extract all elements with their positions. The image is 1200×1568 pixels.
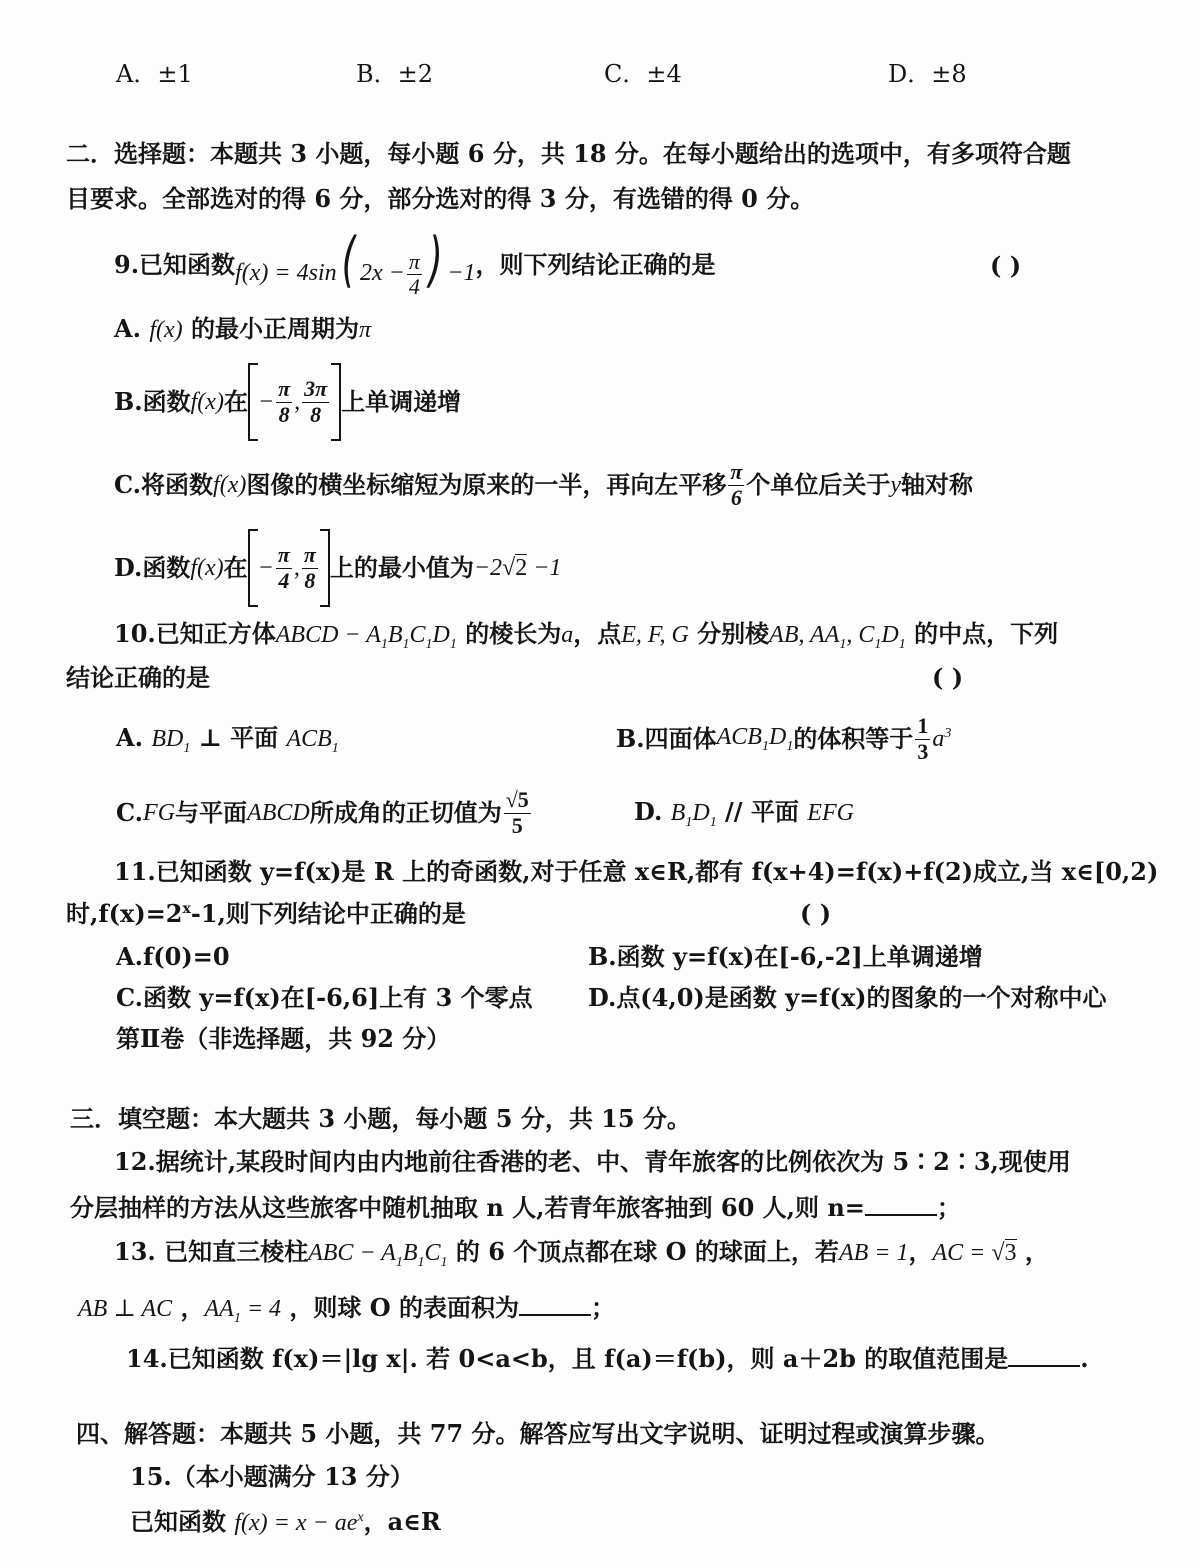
q8-option-c: C．±4 bbox=[604, 60, 682, 88]
section2-header-line1: 二．选择题：本题共 3 小题，每小题 6 分，共 18 分。在每小题给出的选项中，有多项符合题 bbox=[66, 139, 1071, 168]
q8-option-b: B．±2 bbox=[356, 60, 434, 88]
q9-suffix: ，则下列结论正确的是 bbox=[475, 249, 716, 279]
q13-answer-blank[interactable] bbox=[519, 1292, 591, 1316]
q12-line2: 分层抽样的方法从这些旅客中随机抽取 n 人,若青年旅客抽到 60 人,则 n= ； bbox=[70, 1193, 961, 1222]
q11-option-d: D.点(4,0)是函数 y=f(x)的图象的一个对称中心 bbox=[588, 983, 1107, 1012]
q11-option-b: B.函数 y=f(x)在[-6,-2]上单调递增 bbox=[588, 942, 983, 971]
q11-option-a: A.f(0)=0 bbox=[116, 942, 230, 971]
q9-stem bbox=[114, 225, 716, 300]
q11-answer-paren: ( ) bbox=[800, 899, 832, 928]
q14-line: 14.已知函数 f(x)＝|lg x|. 若 0<a<b，且 f(a)＝f(b)，则 a＋2b 的取值范围是 . bbox=[126, 1344, 1089, 1373]
q10-option-a: A. $BD_1$ ⊥ 平面 $ACB_1$ bbox=[116, 723, 339, 756]
q11-option-c: C.函数 y=f(x)在[-6,6]上有 3 个零点 bbox=[116, 983, 533, 1012]
q11-line1: 11.已知函数 y=f(x)是 R 上的奇函数,对于任意 x∈R,都有 f(x+4)=f(x)+f(2)成立,当 x∈[0,2) bbox=[114, 857, 1159, 886]
q15-title: 15.（本小题满分 13 分） bbox=[130, 1462, 414, 1491]
q8-option-a: A．±1 bbox=[116, 60, 193, 88]
q9-option-b: B.函数 f(x) 在 − $\frac{\pi}{8}$ , $\frac{3\pi}{8}$ 上单调递增 bbox=[114, 362, 461, 442]
q10-line2: 结论正确的是 bbox=[66, 663, 210, 692]
q13-line2: AB ⊥ AC ，$AA_1 = 4$ ，则球 O 的表面积为 ； bbox=[78, 1293, 615, 1326]
section3-header: 三．填空题：本大题共 3 小题，每小题 5 分，共 15 分。 bbox=[70, 1104, 691, 1133]
q9-option-a: A. f(x) 的最小正周期为π bbox=[114, 314, 372, 343]
q15-stem: 已知函数 $f(x) = x - ae^x$，a∈R bbox=[130, 1507, 441, 1536]
q10-option-c: C. FG 与平面 ABCD 所成角的正切值为 $\frac{√5}{5}$ bbox=[116, 787, 529, 838]
q14-answer-blank[interactable] bbox=[1008, 1343, 1080, 1367]
q13-line1: 13. 已知直三棱柱ABC − $A_1B_1C_1$ 的 6 个顶点都在球 O 的球面上，若AB = 1，AC = √3 ， bbox=[114, 1237, 1049, 1270]
section4-header: 四、解答题：本题共 5 小题，共 77 分。解答应写出文字说明、证明过程或演算步骤。 bbox=[76, 1419, 1000, 1448]
q12-answer-blank[interactable] bbox=[865, 1192, 937, 1216]
section2-header-line2: 目要求。全部选对的得 6 分，部分选对的得 3 分，有选错的得 0 分。 bbox=[66, 184, 815, 213]
q9-option-c: C.将函数 f(x) 图像的横坐标缩短为原来的一半，再向左平移 $\frac{\pi}{6}$ 个单位后关于 y 轴对称 bbox=[114, 459, 974, 510]
q10-answer-paren: ( ) bbox=[932, 663, 964, 692]
q9-option-d: D.函数 f(x) 在 − $\frac{\pi}{4}$ , $\frac{\pi}{8}$ 上的最小值为 −2√2 −1 bbox=[114, 528, 561, 608]
q10-line1: 10.已知正方体ABCD − $A_1B_1C_1D_1$ 的棱长为a，点E, F, G 分别棱AB, $AA_1$, $C_1D_1$ 的中点，下列 bbox=[114, 619, 1059, 652]
q9-formula: f(x) = 4sin( 2x − $\frac{\pi}{4}$ ) −1 bbox=[235, 225, 476, 300]
q8-option-d: D．±8 bbox=[888, 60, 967, 88]
q12-line1: 12.据统计,某段时间内由内地前往香港的老、中、青年旅客的比例依次为 5∶2∶3,现使用 bbox=[114, 1147, 1071, 1176]
part2-title: 第Ⅱ卷（非选择题，共 92 分） bbox=[116, 1024, 451, 1053]
q9-prefix: 9.已知函数 bbox=[114, 249, 236, 279]
q10-option-b: B.四面体 $ACB_1D_1$ 的体积等于 $\frac{1}{3}$ $a^3$ bbox=[616, 713, 952, 764]
q10-option-d: D. $B_1D_1$ // 平面 EFG bbox=[634, 797, 854, 830]
q11-line2: 时$,f(x)=2^x-1$,则下列结论中正确的是 bbox=[66, 899, 466, 928]
q9-answer-paren: ( ) bbox=[990, 251, 1022, 280]
